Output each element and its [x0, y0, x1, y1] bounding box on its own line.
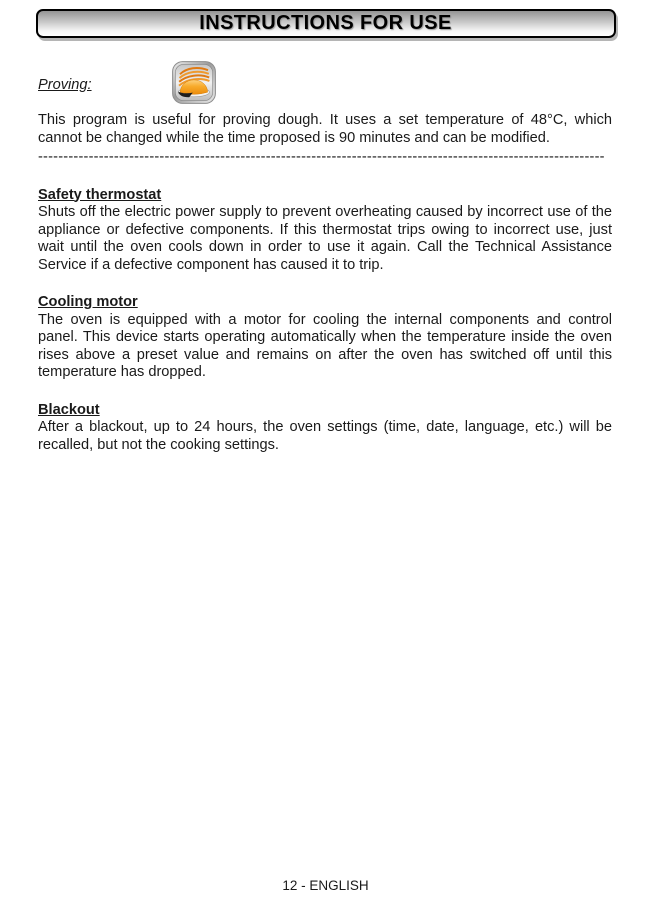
page-content	[0, 61, 651, 454]
proving-label: Proving:	[38, 77, 92, 93]
proving-description: This program is useful for proving dough. It uses a set temperature of 48°C, which cannot be changed while the time proposed is 90 minutes and can be modified.	[38, 112, 612, 146]
page-title-bar	[36, 9, 616, 38]
page-title: INSTRUCTIONS FOR USE	[199, 12, 452, 34]
page-number-footer: 12 - ENGLISH	[282, 878, 369, 893]
section-heading-blackout: Blackout	[38, 401, 100, 418]
proving-dough-icon	[172, 61, 216, 104]
proving-row	[38, 61, 612, 105]
section-body-safety-thermostat: Shuts off the electric power supply to prevent overheating caused by incorrect use of the appliance or defective components. If this thermostat trips owing to incorrect use, just wait until the oven cools down in order to use it again. Call the Technical Assistance Service if a defective component has caused it to trip.	[38, 204, 612, 273]
dashed-separator: ----------------------------------------------------------------------------------------------------------------	[38, 149, 605, 165]
section-body-cooling-motor: The oven is equipped with a motor for cooling the internal components and control panel. This device starts operating automatically when the temperature inside the oven rises above a preset value and remains on after the oven has switched off until this temperature has dropped.	[38, 311, 612, 380]
section-body-blackout: After a blackout, up to 24 hours, the oven settings (time, date, language, etc.) will be recalled, but not the cooking settings.	[38, 419, 612, 453]
section-heading-cooling-motor: Cooling motor	[38, 294, 138, 310]
section-heading-safety-thermostat: Safety thermostat	[38, 186, 162, 203]
